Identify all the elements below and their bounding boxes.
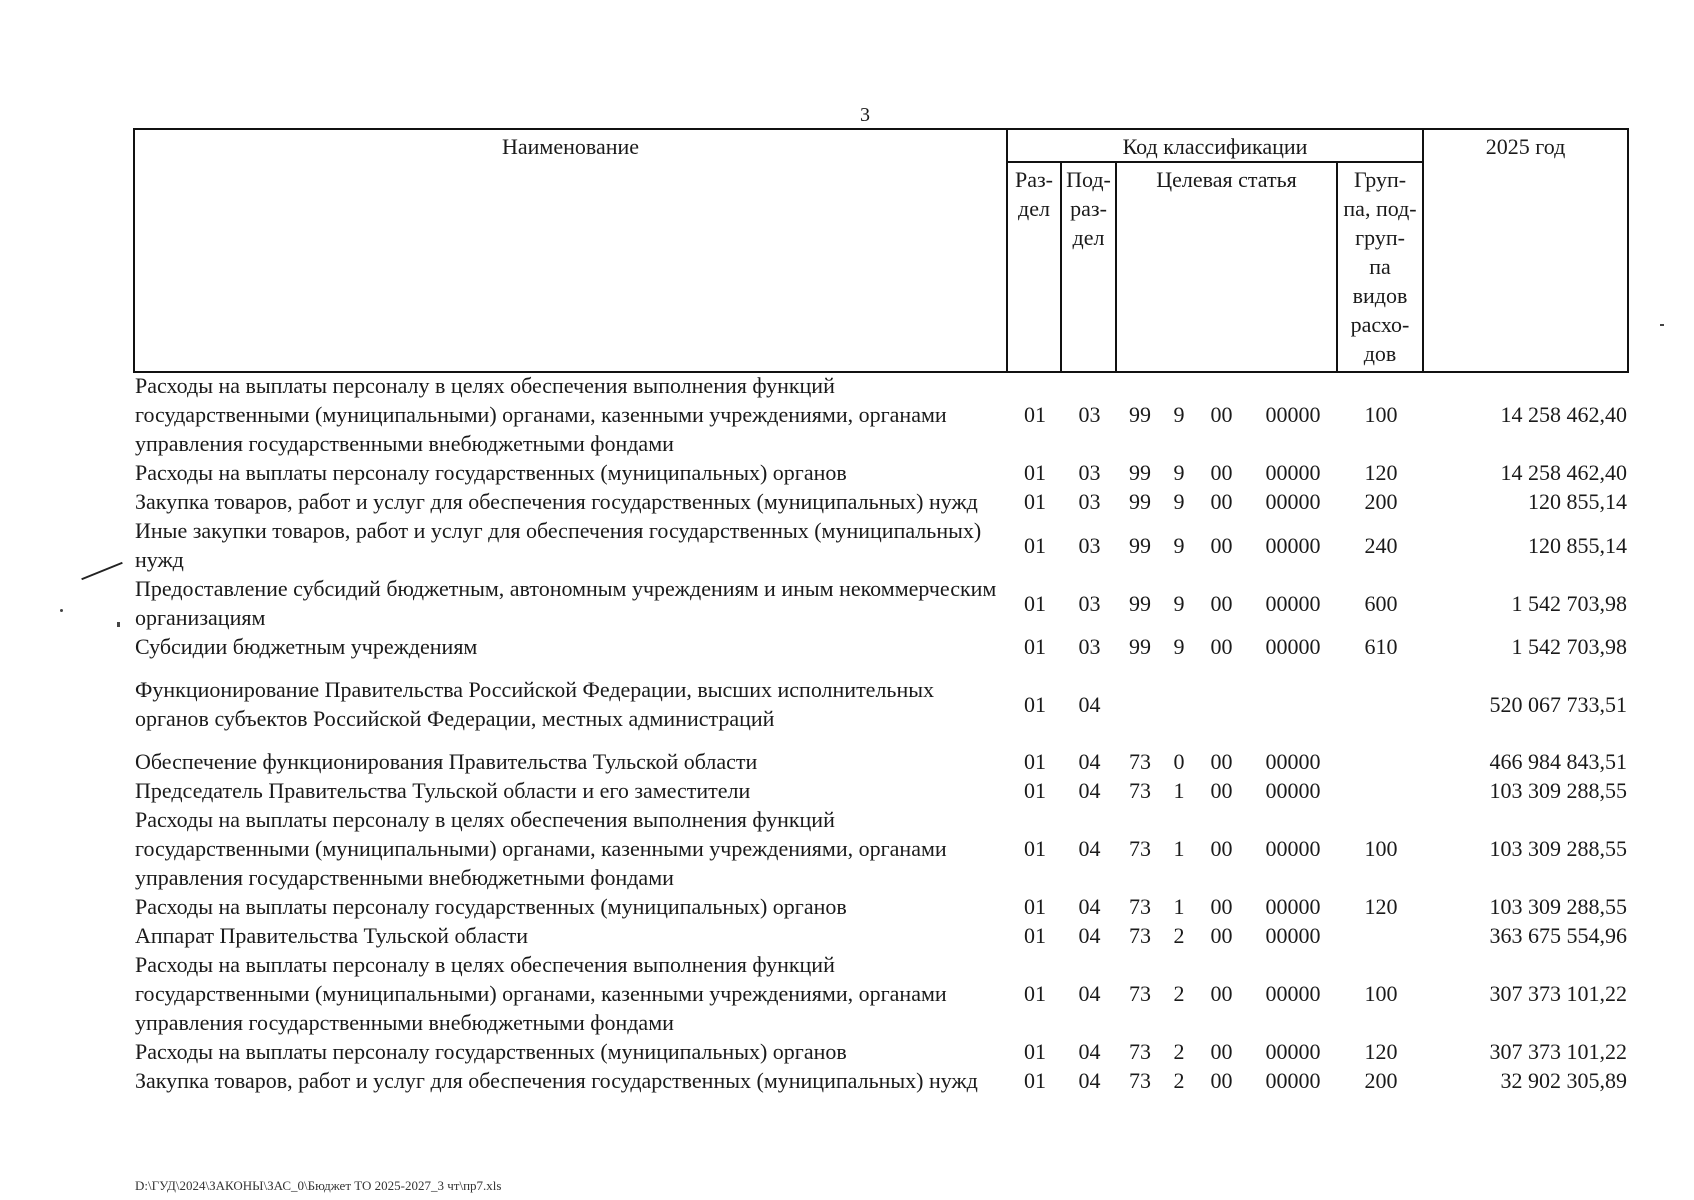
cell-sec: 01	[1024, 1039, 1046, 1064]
cell-a1: 73	[1129, 749, 1151, 774]
cell-grp	[1338, 661, 1424, 747]
cell-sub: 04	[1078, 778, 1101, 803]
cell-amount: 14 258 462,40	[1500, 460, 1627, 485]
cell-grp: 100	[1364, 981, 1398, 1006]
cell-sec: 01	[1024, 532, 1046, 558]
cell-a3: 00	[1210, 1068, 1233, 1093]
cell-a1: 99	[1129, 460, 1151, 485]
table-row	[135, 458, 1629, 487]
cell-sub: 03	[1078, 634, 1101, 659]
cell-amount: 103 309 288,55	[1489, 778, 1627, 803]
cell-grp: 120	[1364, 460, 1398, 485]
cell-sec: 01	[1024, 894, 1046, 919]
cell-amount: 1 542 703,98	[1511, 590, 1627, 616]
cell-sub: 04	[1078, 836, 1101, 861]
cell-amount: 363 675 554,96	[1489, 923, 1627, 948]
cell-amount: 32 902 305,89	[1500, 1068, 1627, 1093]
cell-name: Председатель Правительства Тульской области и его заместители	[135, 778, 751, 803]
table-row	[135, 950, 1629, 1037]
table-header	[133, 128, 1629, 373]
table-row	[135, 1037, 1629, 1066]
cell-grp: 200	[1364, 489, 1398, 514]
cell-a4: 00000	[1265, 1068, 1321, 1093]
cell-sub: 03	[1078, 460, 1101, 485]
cell-a4: 00000	[1265, 532, 1321, 558]
budget-table-body	[135, 371, 1629, 1095]
cell-a2: 9	[1173, 460, 1185, 485]
cell-a3: 00	[1210, 778, 1233, 803]
cell-a1: 73	[1129, 778, 1151, 803]
cell-grp: 610	[1364, 634, 1398, 659]
cell-amount: 103 309 288,55	[1489, 894, 1627, 919]
cell-a1: 73	[1129, 981, 1151, 1006]
cell-a2: 9	[1173, 590, 1185, 616]
cell-a2: 9	[1173, 634, 1185, 659]
table-row	[135, 921, 1629, 950]
cell-sub: 04	[1078, 1039, 1101, 1064]
cell-sec: 01	[1024, 981, 1046, 1006]
cell-sub: 04	[1078, 894, 1101, 919]
cell-sec: 01	[1024, 634, 1046, 659]
cell-amount: 520 067 733,51	[1489, 691, 1627, 717]
cell-a3: 00	[1210, 894, 1233, 919]
cell-name: Расходы на выплаты персоналу государственных (муниципальных) органов	[135, 1039, 847, 1064]
pen-mark	[81, 562, 123, 580]
cell-sub: 04	[1078, 691, 1101, 717]
cell-name: Субсидии бюджетным учреждениям	[135, 634, 478, 659]
cell-sub: 04	[1078, 981, 1101, 1006]
cell-sec: 01	[1024, 460, 1046, 485]
cell-name: Аппарат Правительства Тульской области	[135, 923, 528, 948]
cell-a2: 1	[1173, 836, 1185, 861]
cell-a4: 00000	[1265, 894, 1321, 919]
cell-a1: 99	[1129, 532, 1151, 558]
cell-a1: 73	[1129, 1039, 1151, 1064]
header-expense-group: Груп- па, под- груп- па видов расхо- дов	[1337, 162, 1423, 372]
cell-a3: 00	[1210, 489, 1233, 514]
cell-a2	[1163, 661, 1195, 747]
header-target-article: Целевая статья	[1116, 162, 1337, 372]
cell-sec: 01	[1024, 489, 1046, 514]
table-row	[135, 747, 1629, 776]
table-row	[135, 632, 1629, 661]
cell-a4: 00000	[1265, 634, 1321, 659]
cell-a3: 00	[1210, 590, 1233, 616]
cell-a4: 00000	[1265, 590, 1321, 616]
header-year: 2025 год	[1423, 129, 1628, 372]
cell-amount: 14 258 462,40	[1500, 402, 1627, 427]
cell-a1: 73	[1129, 923, 1151, 948]
cell-grp: 240	[1364, 532, 1398, 558]
cell-a2: 2	[1173, 1068, 1185, 1093]
cell-a4: 00000	[1265, 489, 1321, 514]
table-row	[135, 776, 1629, 805]
cell-a1: 99	[1129, 634, 1151, 659]
table-row	[135, 516, 1629, 574]
cell-amount: 466 984 843,51	[1489, 749, 1627, 774]
cell-name: Предоставление субсидий бюджетным, автономным учреждениям и иным некоммерческим организациям	[135, 576, 997, 630]
cell-a3: 00	[1210, 923, 1233, 948]
header-classification: Код классификации	[1007, 129, 1423, 162]
cell-a1: 73	[1129, 1068, 1151, 1093]
cell-a2: 2	[1173, 1039, 1185, 1064]
table-row	[135, 805, 1629, 892]
cell-a3: 00	[1210, 532, 1233, 558]
cell-amount: 1 542 703,98	[1511, 634, 1627, 659]
cell-sub: 04	[1078, 1068, 1101, 1093]
cell-name: Расходы на выплаты персоналу в целях обеспечения выполнения функций государственными (муниципальными) органами, казенными учреждениями, органами управления государственными внебюджетными фондами	[135, 373, 947, 456]
cell-sec: 01	[1024, 691, 1046, 717]
cell-a3: 00	[1210, 1039, 1233, 1064]
header-name: Наименование	[134, 129, 1007, 372]
cell-a4: 00000	[1265, 460, 1321, 485]
cell-sub: 03	[1078, 489, 1101, 514]
cell-name: Расходы на выплаты персоналу государственных (муниципальных) органов	[135, 894, 847, 919]
cell-grp: 120	[1364, 894, 1398, 919]
page-number: 3	[860, 104, 870, 126]
cell-name: Расходы на выплаты персоналу в целях обеспечения выполнения функций государственными (муниципальными) органами, казенными учреждениями, органами управления государственными внебюджетными фондами	[135, 952, 947, 1035]
cell-grp	[1338, 747, 1424, 776]
cell-amount: 120 855,14	[1528, 532, 1627, 558]
cell-sec: 01	[1024, 923, 1046, 948]
cell-name: Закупка товаров, работ и услуг для обеспечения государственных (муниципальных) нужд	[135, 1068, 978, 1093]
cell-a3: 00	[1210, 460, 1233, 485]
cell-name: Иные закупки товаров, работ и услуг для обеспечения государственных (муниципальных) нужд	[135, 518, 982, 572]
cell-sec: 01	[1024, 1068, 1046, 1093]
cell-grp: 200	[1364, 1068, 1398, 1093]
cell-a3: 00	[1210, 634, 1233, 659]
cell-sub: 03	[1078, 402, 1101, 427]
cell-a3: 00	[1210, 402, 1233, 427]
cell-a2: 1	[1173, 778, 1185, 803]
cell-a1: 99	[1129, 402, 1151, 427]
cell-grp	[1338, 921, 1424, 950]
cell-a2: 9	[1173, 489, 1185, 514]
cell-a4: 00000	[1265, 981, 1321, 1006]
cell-name: Расходы на выплаты персоналу государственных (муниципальных) органов	[135, 460, 847, 485]
cell-a4: 00000	[1265, 1039, 1321, 1064]
pen-dot	[60, 609, 63, 612]
cell-a2: 2	[1173, 923, 1185, 948]
cell-a2: 9	[1173, 402, 1185, 427]
cell-grp: 600	[1364, 590, 1398, 616]
header-section: Раз- дел	[1007, 162, 1061, 372]
header-subsection: Под- раз- дел	[1061, 162, 1116, 372]
cell-sub: 04	[1078, 923, 1101, 948]
cell-a4: 00000	[1265, 402, 1321, 427]
cell-a3: 00	[1210, 981, 1233, 1006]
table-row	[135, 1066, 1629, 1095]
cell-name: Обеспечение функционирования Правительства Тульской области	[135, 749, 758, 774]
cell-sec: 01	[1024, 836, 1046, 861]
cell-a3: 00	[1210, 836, 1233, 861]
table-row	[135, 371, 1629, 458]
table-row	[135, 661, 1629, 747]
cell-grp	[1338, 776, 1424, 805]
cell-sec: 01	[1024, 778, 1046, 803]
cell-sub: 03	[1078, 590, 1101, 616]
pen-dot	[1660, 324, 1664, 326]
table-row	[135, 487, 1629, 516]
cell-a4: 00000	[1265, 836, 1321, 861]
cell-amount: 307 373 101,22	[1489, 1039, 1627, 1064]
cell-sec: 01	[1024, 402, 1046, 427]
cell-name: Функционирование Правительства Российской Федерации, высших исполнительных органов субъектов Российской Федерации, местных администраций	[135, 677, 935, 731]
cell-name: Расходы на выплаты персоналу в целях обеспечения выполнения функций государственными (муниципальными) органами, казенными учреждениями, органами управления государственными внебюджетными фондами	[135, 807, 947, 890]
cell-amount: 307 373 101,22	[1489, 981, 1627, 1006]
cell-sec: 01	[1024, 590, 1046, 616]
cell-grp: 120	[1364, 1039, 1398, 1064]
cell-a3: 00	[1210, 749, 1233, 774]
cell-grp: 100	[1364, 402, 1398, 427]
pen-dot	[117, 622, 120, 627]
cell-a1	[1117, 661, 1163, 747]
cell-sub: 03	[1078, 532, 1101, 558]
cell-amount: 120 855,14	[1528, 489, 1627, 514]
footer-file-path: D:\ГУД\2024\ЗАКОНЫ\ЗАС_0\Бюджет ТО 2025-2027_3 чт\пр7.xls	[135, 1178, 502, 1193]
cell-a1: 73	[1129, 894, 1151, 919]
cell-a4: 00000	[1265, 778, 1321, 803]
cell-a1: 99	[1129, 590, 1151, 616]
cell-a4: 00000	[1265, 923, 1321, 948]
cell-a1: 99	[1129, 489, 1151, 514]
table-row	[135, 892, 1629, 921]
cell-a4	[1248, 661, 1338, 747]
cell-grp: 100	[1364, 836, 1398, 861]
table-row	[135, 574, 1629, 632]
cell-amount: 103 309 288,55	[1489, 836, 1627, 861]
cell-sub: 04	[1078, 749, 1101, 774]
cell-a2: 9	[1173, 532, 1185, 558]
cell-name: Закупка товаров, работ и услуг для обеспечения государственных (муниципальных) нужд	[135, 489, 978, 514]
cell-a4: 00000	[1265, 749, 1321, 774]
cell-a1: 73	[1129, 836, 1151, 861]
cell-sec: 01	[1024, 749, 1046, 774]
cell-a3	[1195, 661, 1248, 747]
cell-a2: 2	[1173, 981, 1185, 1006]
cell-a2: 1	[1173, 894, 1185, 919]
cell-a2: 0	[1173, 749, 1185, 774]
